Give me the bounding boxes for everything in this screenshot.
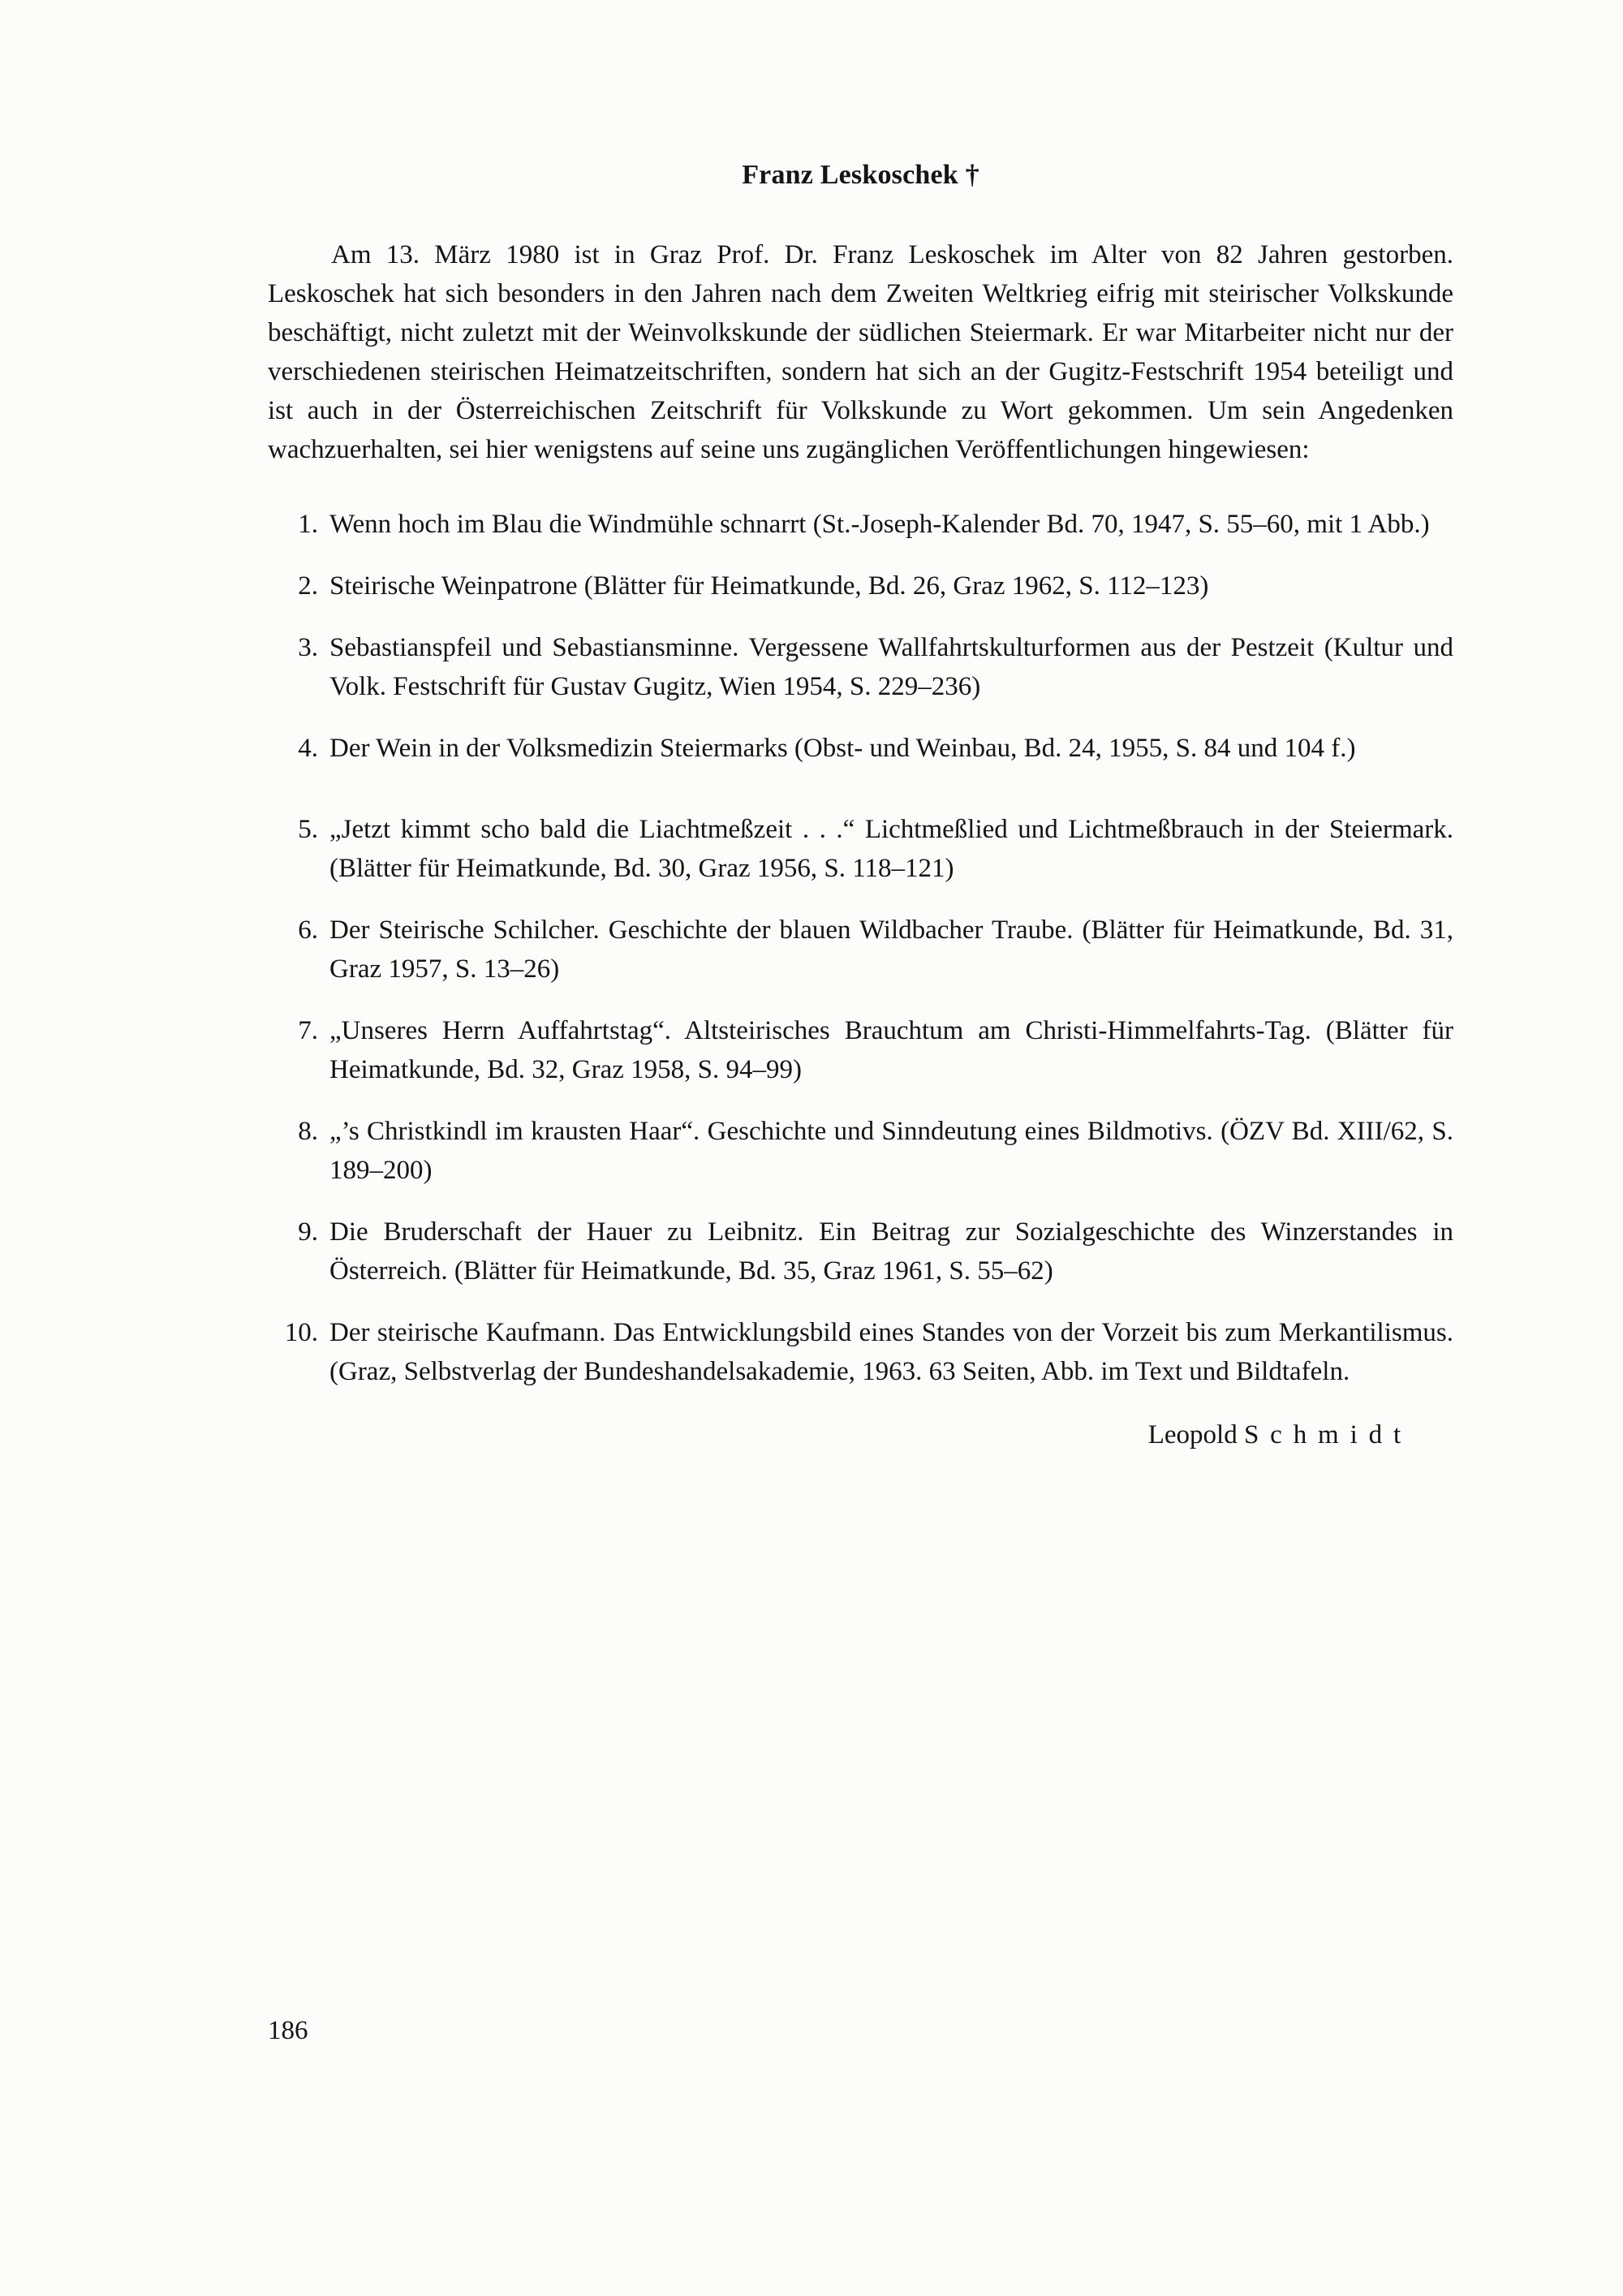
signature	[268, 1415, 1453, 1454]
publication-item	[268, 1011, 1453, 1089]
publication-number: 2.	[298, 571, 318, 601]
publication-item	[268, 628, 1453, 706]
publication-text: „Jetzt kimmt scho bald die Liachtmeßzeit . . .“ Lichtmeßlied und Lichtmeßbrauch in der Steiermark. (Blätter für Heimatkunde, Bd. 30, Graz 1956, S. 118–121)	[329, 815, 1453, 883]
publication-list	[268, 505, 1453, 1391]
publication-text: Der Steirische Schilcher. Geschichte der blauen Wildbacher Traube. (Blätter für Heimatkunde, Bd. 31, Graz 1957, S. 13–26)	[329, 915, 1453, 984]
page-number: 186	[268, 2016, 308, 2045]
publication-item	[268, 1313, 1453, 1391]
publication-number: 6.	[298, 915, 318, 945]
publication-number: 8.	[298, 1117, 318, 1146]
article-title: Franz Leskoschek †	[742, 160, 979, 190]
signature-last-name: Schmidt	[1243, 1420, 1412, 1450]
publication-number: 3.	[298, 633, 318, 662]
publication-number: 9.	[298, 1217, 318, 1247]
publication-text: Sebastianspfeil und Sebastiansminne. Vergessene Wallfahrtskulturformen aus der Pestzeit (Kultur und Volk. Festschrift für Gustav Gugitz, Wien 1954, S. 229–236)	[329, 633, 1453, 701]
publication-text: Die Bruderschaft der Hauer zu Leibnitz. Ein Beitrag zur Sozialgeschichte des Winzerstandes in Österreich. (Blätter für Heimatkunde, Bd. 35, Graz 1961, S. 55–62)	[329, 1217, 1453, 1286]
publication-text: Der Wein in der Volksmedizin Steiermarks (Obst- und Weinbau, Bd. 24, 1955, S. 84 und 104 f.)	[329, 734, 1356, 763]
obituary-paragraph: Am 13. März 1980 ist in Graz Prof. Dr. Franz Leskoschek im Alter von 82 Jahren gestorben. Leskoschek hat sich besonders in den Jahren nach dem Zweiten Weltkrieg eifrig mit steirischer Volkskunde beschäftigt, nicht zuletzt mit der Weinvolkskunde der südlichen Steiermark. Er war Mitarbeiter nicht nur der verschiedenen steirischen Heimatzeitschriften, sondern hat sich an der Gugitz-Festschrift 1954 beteiligt und ist auch in der Österreichischen Zeitschrift für Volkskunde zu Wort gekommen. Um sein Angedenken wachzuerhalten, sei hier wenigstens auf seine uns zugänglichen Veröffentlichungen hingewiesen:	[268, 240, 1453, 464]
publication-number: 1.	[298, 510, 318, 539]
publication-item	[268, 810, 1453, 888]
signature-first-name: Leopold	[1147, 1420, 1238, 1450]
publication-text: Der steirische Kaufmann. Das Entwicklungsbild eines Standes von der Vorzeit bis zum Merkantilismus. (Graz, Selbstverlag der Bundeshandelsakademie, 1963. 63 Seiten, Abb. im Text und Bildtafeln.	[329, 1318, 1453, 1386]
publication-text: Steirische Weinpatrone (Blätter für Heimatkunde, Bd. 26, Graz 1962, S. 112–123)	[329, 571, 1209, 601]
publication-number: 10.	[284, 1318, 318, 1347]
publication-item	[268, 505, 1453, 544]
publication-text: Wenn hoch im Blau die Windmühle schnarrt (St.-Joseph-Kalender Bd. 70, 1947, S. 55–60, mit 1 Abb.)	[329, 510, 1430, 539]
publication-number: 7.	[298, 1016, 318, 1045]
publication-item	[268, 1112, 1453, 1190]
publication-text: „Unseres Herrn Auffahrtstag“. Altsteirisches Brauchtum am Christi-Himmelfahrts-Tag. (Blätter für Heimatkunde, Bd. 32, Graz 1958, S. 94–99)	[329, 1016, 1453, 1084]
publication-number: 4.	[298, 734, 318, 763]
publication-text: „’s Christkindl im krausten Haar“. Geschichte und Sinndeutung eines Bildmotivs. (ÖZV Bd. XIII/62, S. 189–200)	[329, 1117, 1453, 1185]
publication-item	[268, 1213, 1453, 1290]
publication-item	[268, 729, 1453, 768]
publication-item	[268, 911, 1453, 989]
publication-number: 5.	[298, 815, 318, 844]
publication-item	[268, 566, 1453, 605]
